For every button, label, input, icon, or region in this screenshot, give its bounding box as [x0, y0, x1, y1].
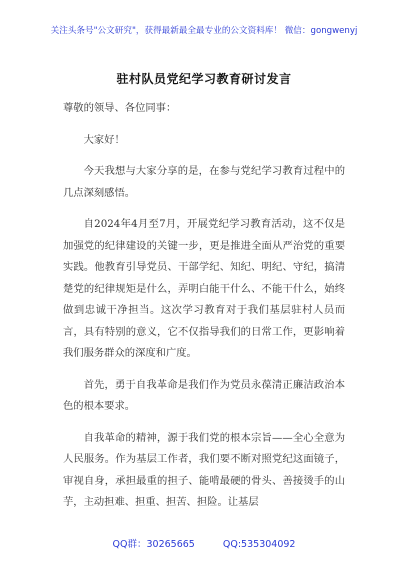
- salutation: 尊敬的领导、各位同事：: [63, 102, 177, 114]
- qq-group-text: QQ群：30265665: [112, 539, 195, 550]
- document-body: [63, 98, 345, 524]
- paragraph-background: 自2024年4月至7月，开展党纪学习教育活动，这不仅是加强党的纪律建设的关键一步，更是推进全面从严治党的重要实践。他教育引导党员、干部学纪、知纪、明纪、守纪，搞清楚党的纪律规矩是什么，弄明白能干什么、不能干什么，始终做到忠诚干净担当。这次学习教育对于我们基层驻村人员而言，具有特别的意义，它不仅指导我们的日常工作，更影响着我们服务群众的深度和广度。: [63, 218, 345, 359]
- paragraph-intro: 今天我想与大家分享的是，在参与党纪学习教育过程中的几点深刻感悟。: [63, 165, 345, 199]
- promo-banner: 关注头条号"公文研究"，获得最新最全最专业的公文资料库！ 微信：gongwenyj: [50, 26, 358, 36]
- document-title: 驻村队员党纪学习教育研讨发言: [116, 72, 292, 86]
- paragraph-self-revolution: 自我革命的精神，源于我们党的根本宗旨——全心全意为人民服务。作为基层工作者，我们要不断对照党纪这面镜子，审视自身，承担最重的担子、能啃最硬的骨头、善接烫手的山芋，主动担难、担重、担苦、担险。让基层: [63, 431, 345, 508]
- contact-footer: [0, 536, 408, 550]
- paragraph-first-point: 首先，勇于自我革命是我们作为党员永葆清正廉洁政治本色的根本要求。: [63, 378, 345, 412]
- qq-text: QQ:535304092: [222, 539, 296, 550]
- paragraph-greeting: 大家好！: [83, 133, 125, 146]
